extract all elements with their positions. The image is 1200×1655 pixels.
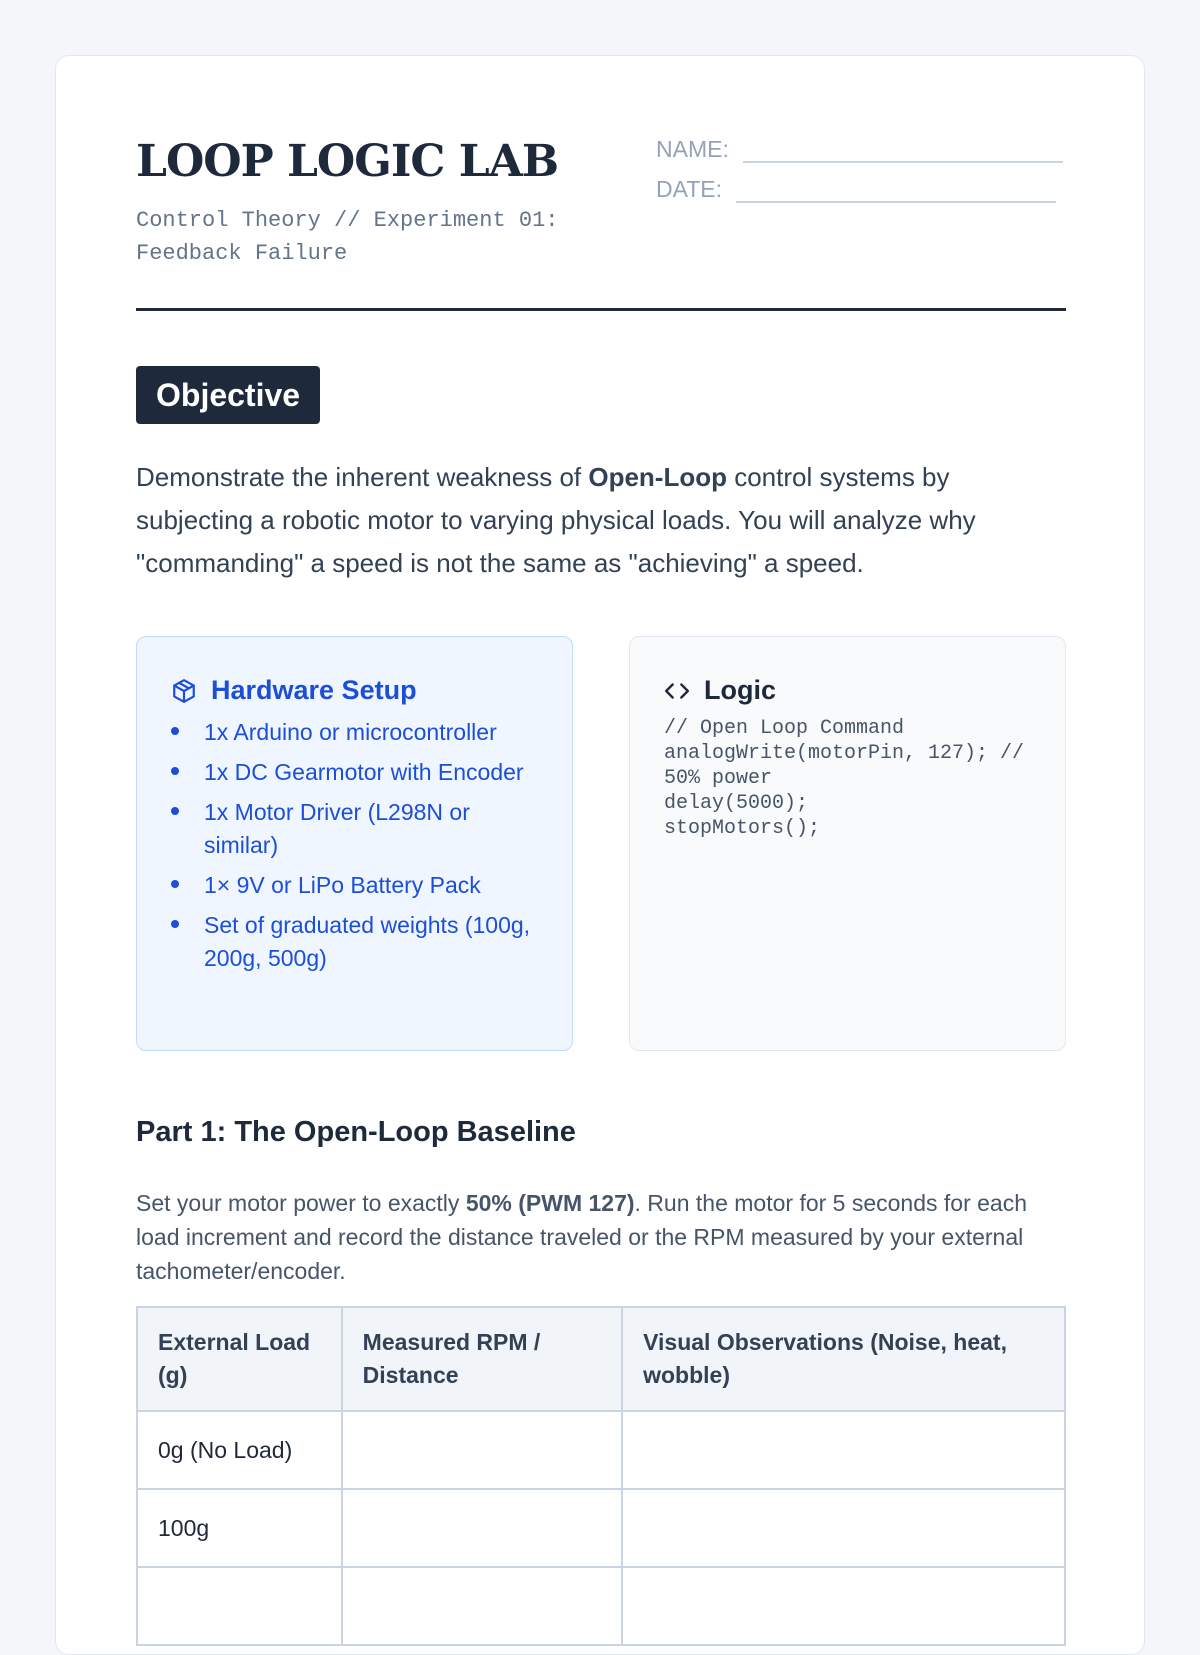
date-field[interactable] (656, 176, 1056, 203)
rpm-input-cell[interactable] (342, 1567, 622, 1645)
objective-text-end: control systems by subjecting a robotic motor to varying physical loads. You will analyze why "commanding" a speed is not the same as "achieving" a speed. (136, 462, 976, 578)
rpm-input-cell[interactable] (342, 1411, 622, 1489)
table-header-row (137, 1307, 1065, 1411)
logic-heading (664, 675, 1031, 706)
hardware-setup-heading (171, 675, 538, 706)
column-header-rpm: Measured RPM / Distance (342, 1307, 622, 1411)
worksheet-card (55, 55, 1145, 1655)
logic-panel (629, 636, 1066, 1051)
column-header-observations: Visual Observations (Noise, heat, wobble) (622, 1307, 1065, 1411)
name-field[interactable] (656, 136, 1063, 163)
part1-text-start: Set your motor power to exactly (136, 1190, 466, 1216)
part1-text-bold: 50% (PWM 127) (465, 1190, 635, 1216)
name-label: NAME: (656, 136, 729, 162)
page-subtitle: Control Theory // Experiment 01: Feedback Failure (136, 208, 559, 266)
list-item: 1x Motor Driver (L298N or similar) (171, 796, 538, 862)
rpm-input-cell[interactable] (342, 1489, 622, 1567)
logic-title: Logic (704, 675, 776, 705)
table-row (137, 1489, 1065, 1567)
load-data-table (136, 1306, 1066, 1646)
load-cell (137, 1567, 342, 1645)
code-icon (664, 678, 690, 704)
header-divider (136, 308, 1066, 311)
hardware-list (171, 716, 538, 975)
hardware-setup-title: Hardware Setup (211, 675, 417, 705)
part1-text-end: . Run the motor for 5 seconds for each load increment and record the distance traveled or the RPM measured by your external tachometer/encoder. (136, 1190, 1028, 1284)
objective-badge: Objective (136, 366, 320, 424)
date-label: DATE: (656, 176, 723, 202)
list-item: 1x DC Gearmotor with Encoder (171, 756, 538, 789)
list-item: 1x Arduino or microcontroller (171, 716, 538, 749)
list-item: Set of graduated weights (100g, 200g, 500g) (171, 909, 538, 975)
observation-input-cell[interactable] (622, 1489, 1065, 1567)
objective-text-bold: Open-Loop (588, 462, 727, 492)
objective-text (136, 456, 1066, 585)
observation-input-cell[interactable] (622, 1567, 1065, 1645)
list-item: 1× 9V or LiPo Battery Pack (171, 869, 538, 902)
hardware-setup-panel (136, 636, 573, 1051)
table-row (137, 1411, 1065, 1489)
cube-icon (171, 678, 197, 704)
table-row (137, 1567, 1065, 1645)
name-input-line[interactable] (743, 141, 1063, 163)
observation-input-cell[interactable] (622, 1411, 1065, 1489)
load-cell: 0g (No Load) (137, 1411, 342, 1489)
column-header-load: External Load (g) (137, 1307, 342, 1411)
part1-title: Part 1: The Open-Loop Baseline (136, 1116, 576, 1148)
part1-instructions (136, 1186, 1066, 1288)
date-input-line[interactable] (736, 181, 1056, 203)
objective-text-start: Demonstrate the inherent weakness of (136, 462, 589, 492)
logic-code-block: // Open Loop Command analogWrite(motorPin, 127); // 50% power delay(5000); stopMotors(); (664, 717, 1025, 840)
load-cell: 100g (137, 1489, 342, 1567)
page-title: LOOP LOGIC LAB (136, 136, 559, 187)
